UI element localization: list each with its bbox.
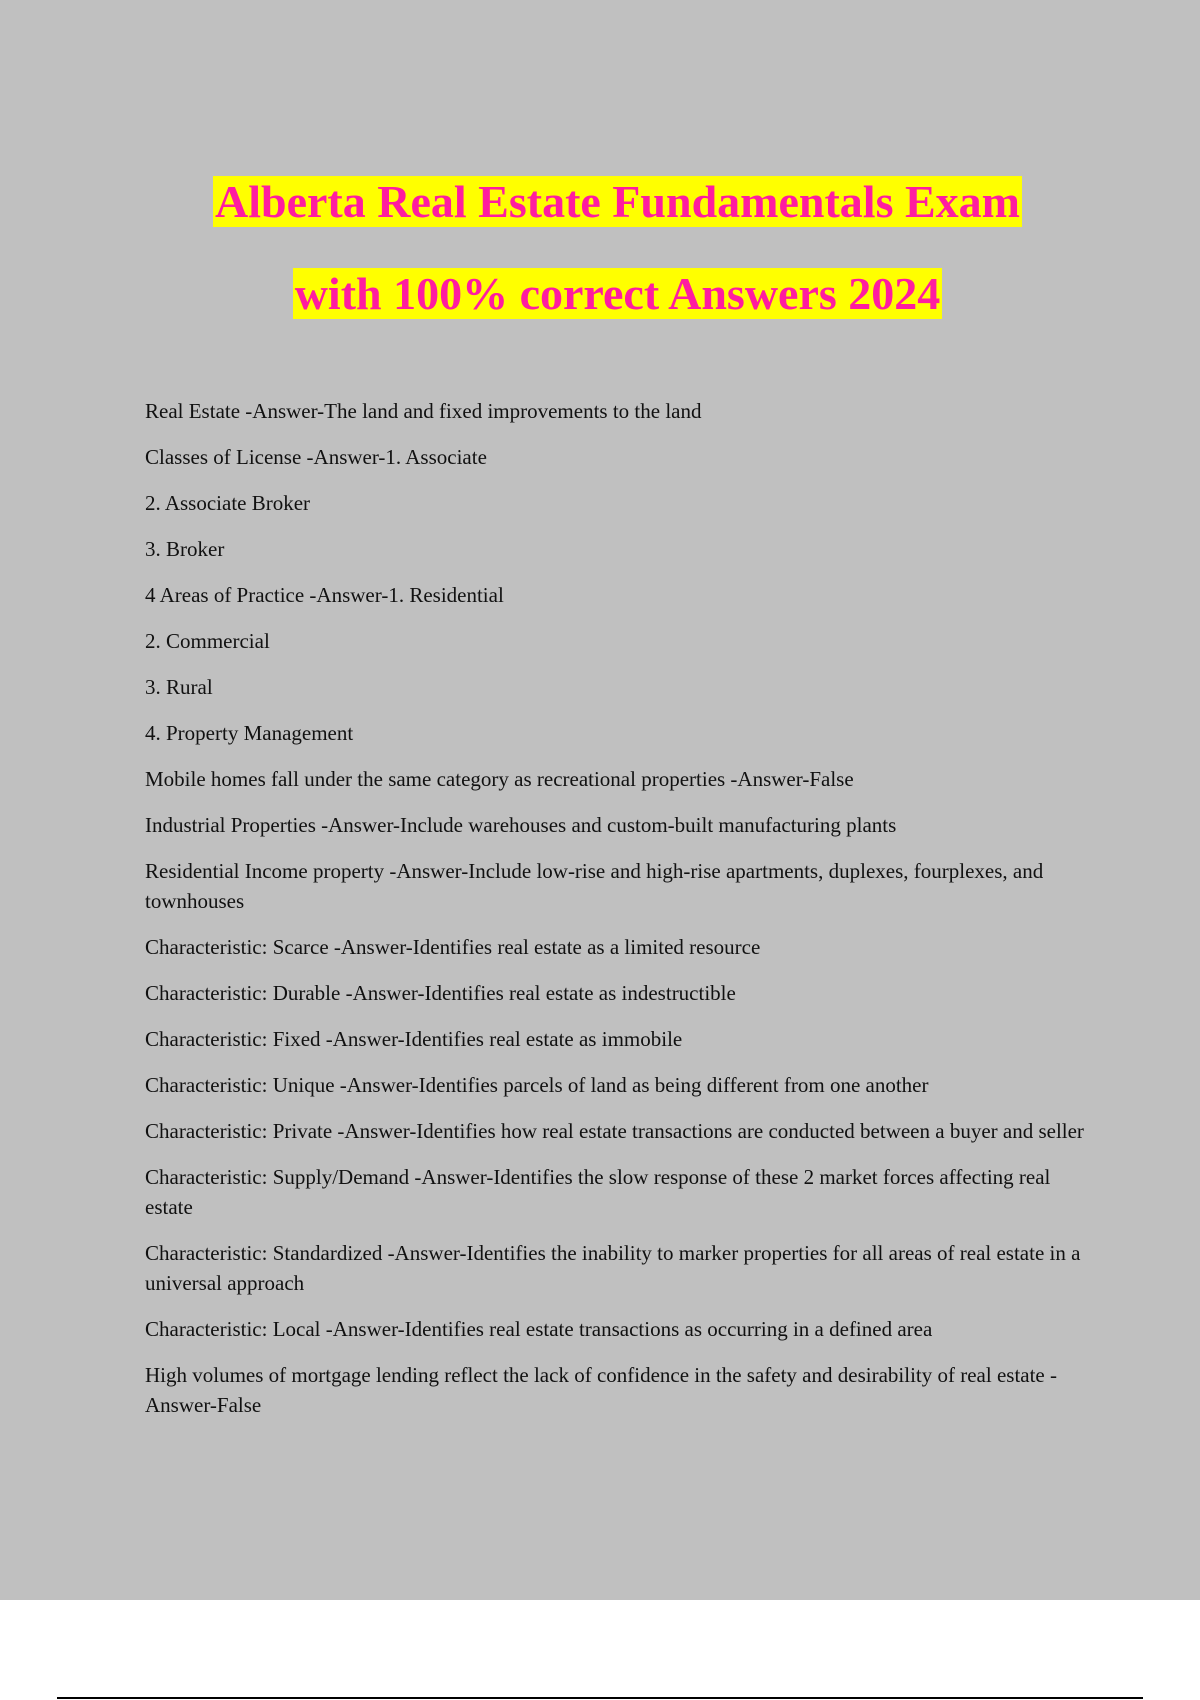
title-line-1 — [0, 170, 1200, 262]
qa-line: 2. Associate Broker — [145, 491, 311, 515]
qa-line: Mobile homes fall under the same category as recreational properties -Answer-False — [145, 767, 854, 791]
title-line-2 — [0, 262, 1200, 354]
qa-line: Characteristic: Scarce -Answer-Identifies real estate as a limited resource — [145, 935, 761, 959]
qa-line: 3. Broker — [145, 537, 225, 561]
qa-line: Industrial Properties -Answer-Include warehouses and custom-built manufacturing plants — [145, 813, 897, 837]
qa-list — [145, 396, 1085, 1436]
footer-divider — [57, 1697, 1143, 1699]
qa-line: Residential Income property -Answer-Include low-rise and high-rise apartments, duplexes, fourplexes, and townhouses — [145, 859, 1044, 913]
qa-line: Characteristic: Fixed -Answer-Identifies real estate as immobile — [145, 1027, 683, 1051]
qa-line: 3. Rural — [145, 675, 213, 699]
document-title — [0, 170, 1200, 354]
qa-line: 2. Commercial — [145, 629, 270, 653]
qa-line: Real Estate -Answer-The land and fixed improvements to the land — [145, 399, 702, 423]
qa-line: Characteristic: Durable -Answer-Identifies real estate as indestructible — [145, 981, 736, 1005]
qa-line: Characteristic: Unique -Answer-Identifies parcels of land as being different from one another — [145, 1073, 929, 1097]
title-line-2-text: with 100% correct Answers 2024 — [294, 268, 941, 319]
qa-line: Characteristic: Supply/Demand -Answer-Identifies the slow response of these 2 market forces affecting real estate — [145, 1165, 1051, 1219]
qa-line: High volumes of mortgage lending reflect the lack of confidence in the safety and desirability of real estate -Answer-False — [145, 1363, 1057, 1417]
qa-line: 4. Property Management — [145, 721, 354, 745]
qa-line: Characteristic: Local -Answer-Identifies real estate transactions as occurring in a defined area — [145, 1317, 933, 1341]
qa-line: Characteristic: Standardized -Answer-Identifies the inability to marker properties for all areas of real estate in a universal approach — [145, 1241, 1081, 1295]
title-line-1-text: Alberta Real Estate Fundamentals Exam — [215, 176, 1020, 227]
qa-line: Classes of License -Answer-1. Associate — [145, 445, 487, 469]
qa-line: Characteristic: Private -Answer-Identifies how real estate transactions are conducted between a buyer and seller — [145, 1119, 1084, 1143]
qa-line: 4 Areas of Practice -Answer-1. Residential — [145, 583, 504, 607]
